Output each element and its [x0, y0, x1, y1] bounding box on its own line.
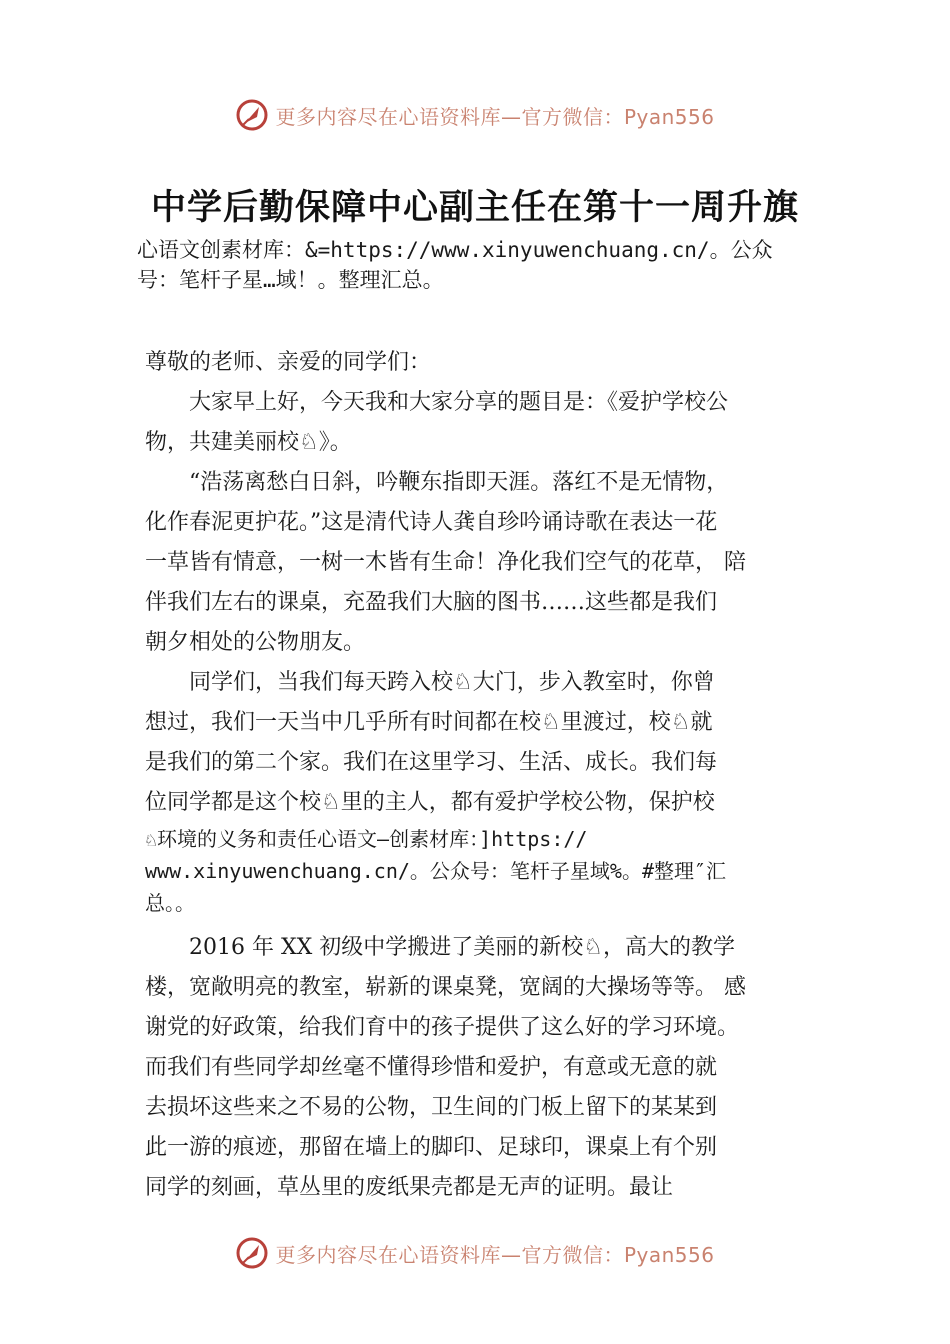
body-line: 尊敬的老师、亲爱的同学们： — [145, 350, 432, 375]
body-line: 一草皆有情意，一树一木皆有生命！净化我们空气的花草， 陪 — [145, 550, 746, 575]
document-body — [145, 343, 825, 919]
body-line: 2016 年 XX 初级中学搬进了美丽的新校♘，高大的教学 — [145, 935, 736, 960]
body-line: 去损坏这些来之不易的公物，卫生间的门板上留下的某某到 — [145, 1095, 718, 1120]
body-line: 物，共建美丽校♘》。 — [145, 430, 352, 455]
page-title: 中学后勤保障中心副主任在第十一周升旗 — [150, 188, 799, 228]
body-line: 同学们，当我们每天跨入校♘大门，步入教室时，你曾 — [145, 670, 715, 695]
body-line: 化作春泥更护花。”这是清代诗人龚自珍吟诵诗歌在表达一花 — [145, 510, 718, 535]
quill-logo-icon — [235, 1236, 269, 1270]
watermark-line: 心语文创素材库：&=https://www.xinyuwenchuang.cn/。公众 — [137, 238, 773, 262]
banner-text: 更多内容尽在心语资料库—官方微信：Pyan556 — [275, 104, 715, 129]
banner-text: 更多内容尽在心语资料库—官方微信：Pyan556 — [275, 1242, 715, 1267]
body-line: 朝夕相处的公物朋友。 — [145, 630, 366, 655]
body-line: 大家早上好，今天我和大家分享的题目是：《爱护学校公 — [145, 390, 729, 415]
body-line: 是我们的第二个家。我们在这里学习、生活、成长。我们每 — [145, 750, 718, 775]
body-line: www.xinyuwenchuang.cn/。公众号：笔杆子星域%。#整理″汇 — [145, 859, 727, 883]
body-line: ♘环境的义务和责任心语文—创素材库：]https:// — [145, 827, 588, 851]
body-line: 位同学都是这个校♘里的主人，都有爱护学校公物，保护校 — [145, 790, 715, 815]
footer-banner — [0, 1233, 950, 1273]
body-line: 总。。 — [145, 891, 195, 915]
body-line: 楼，宽敞明亮的教室，崭新的课桌凳，宽阔的大操场等等。 感 — [145, 975, 746, 1000]
body-line: 同学的刻画，草丛里的废纸果壳都是无声的证明。最让 — [145, 1175, 674, 1200]
body-line: 此一游的痕迹，那留在墙上的脚印、足球印，课桌上有个别 — [145, 1135, 718, 1160]
document-body-continued — [145, 928, 825, 1208]
body-line: 想过，我们一天当中几乎所有时间都在校♘里渡过，校♘就 — [145, 710, 713, 735]
quill-logo-icon — [235, 98, 269, 132]
body-line: 谢党的好政策，给我们育中的孩子提供了这么好的学习环境。 — [145, 1015, 740, 1040]
header-banner — [0, 95, 950, 135]
body-line: “浩荡离愁白日斜，吟鞭东指即天涯。落红不是无情物， — [145, 470, 729, 495]
body-line: 而我们有些同学却丝毫不懂得珍惜和爱护，有意或无意的就 — [145, 1055, 718, 1080]
body-line: 伴我们左右的课桌，充盈我们大脑的图书……这些都是我们 — [145, 590, 718, 615]
watermark-line: 号：笔杆子星…域！。整理汇总。 — [137, 268, 444, 292]
